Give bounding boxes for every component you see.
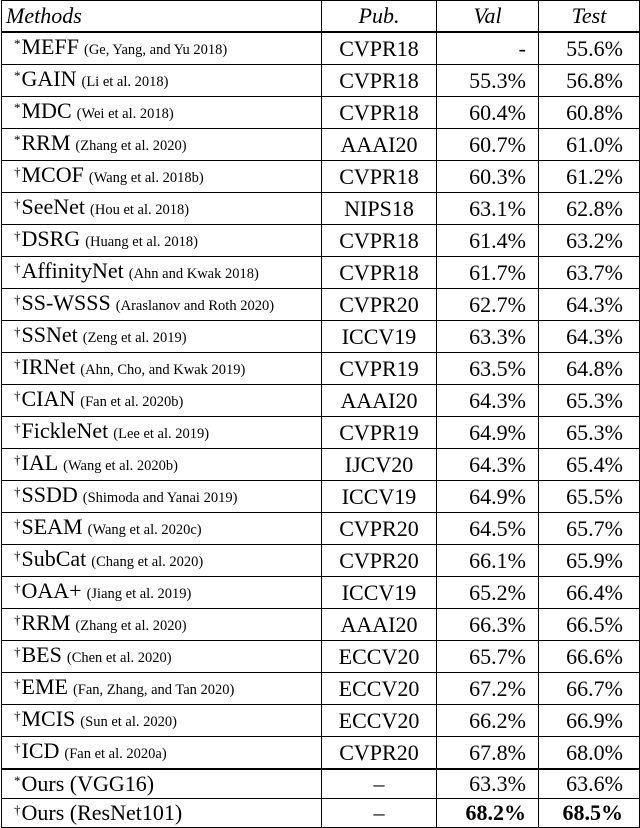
pub-cell: CVPR18 bbox=[322, 97, 437, 129]
footnote-mark: † bbox=[14, 740, 21, 755]
method-name: GAIN bbox=[21, 66, 77, 91]
table-row bbox=[2, 321, 640, 353]
pub-cell: – bbox=[322, 799, 437, 828]
pub-cell: CVPR18 bbox=[322, 257, 437, 289]
test-cell: 66.4% bbox=[539, 577, 640, 609]
citation: (Zhang et al. 2020) bbox=[75, 138, 187, 154]
val-cell: 66.3% bbox=[437, 609, 539, 641]
footnote-mark: † bbox=[14, 324, 21, 339]
method-cell bbox=[2, 545, 322, 577]
test-cell: 63.7% bbox=[539, 257, 640, 289]
citation: (Chang et al. 2020) bbox=[91, 554, 204, 570]
pub-cell: CVPR18 bbox=[322, 32, 437, 65]
method-name: SSNet bbox=[21, 322, 78, 347]
method-cell bbox=[2, 161, 322, 193]
footnote-mark: * bbox=[14, 36, 21, 51]
pub-cell: IJCV20 bbox=[322, 449, 437, 481]
test-cell: 66.6% bbox=[539, 641, 640, 673]
table-row bbox=[2, 289, 640, 321]
pub-cell: ECCV20 bbox=[322, 641, 437, 673]
footnote-mark: * bbox=[14, 100, 21, 115]
results-table bbox=[1, 0, 640, 828]
table-row bbox=[2, 449, 640, 481]
method-name: CIAN bbox=[21, 386, 76, 411]
table-row bbox=[2, 65, 640, 97]
method-name: OAA+ bbox=[21, 578, 82, 603]
table-row bbox=[2, 97, 640, 129]
footnote-mark: † bbox=[14, 292, 21, 307]
method-name: AffinityNet bbox=[21, 258, 124, 283]
test-cell: 64.3% bbox=[539, 321, 640, 353]
test-cell: 68.5% bbox=[539, 799, 640, 828]
table-row bbox=[2, 609, 640, 641]
footnote-mark: † bbox=[14, 612, 21, 627]
citation: (Chen et al. 2020) bbox=[66, 650, 172, 666]
val-cell: 64.9% bbox=[437, 417, 539, 449]
header-pub: Pub. bbox=[322, 1, 437, 33]
method-cell bbox=[2, 609, 322, 641]
method-cell bbox=[2, 225, 322, 257]
citation: (Wang et al. 2020b) bbox=[63, 458, 178, 474]
test-cell: 66.5% bbox=[539, 609, 640, 641]
pub-cell: CVPR20 bbox=[322, 737, 437, 770]
pub-cell: – bbox=[322, 769, 437, 799]
test-cell: 64.8% bbox=[539, 353, 640, 385]
val-cell: 66.1% bbox=[437, 545, 539, 577]
method-name: SEAM bbox=[21, 514, 83, 539]
method-cell bbox=[2, 799, 322, 828]
val-cell: 63.5% bbox=[437, 353, 539, 385]
table-row bbox=[2, 481, 640, 513]
pub-cell: CVPR19 bbox=[322, 417, 437, 449]
citation: (Wang et al. 2020c) bbox=[87, 522, 202, 538]
citation: (Ahn and Kwak 2018) bbox=[128, 266, 259, 282]
citation: (Fan et al. 2020b) bbox=[80, 394, 184, 410]
table-row bbox=[2, 641, 640, 673]
method-cell bbox=[2, 385, 322, 417]
footnote-mark: † bbox=[14, 802, 21, 817]
footnote-mark: † bbox=[14, 548, 21, 563]
footnote-mark: † bbox=[14, 420, 21, 435]
table-body bbox=[2, 32, 640, 828]
method-name: Ours (VGG16) bbox=[21, 771, 155, 796]
test-cell: 63.6% bbox=[539, 769, 640, 799]
val-cell: 64.9% bbox=[437, 481, 539, 513]
pub-cell: CVPR18 bbox=[322, 65, 437, 97]
citation: (Wang et al. 2018b) bbox=[88, 170, 204, 186]
table-row bbox=[2, 161, 640, 193]
table-row bbox=[2, 705, 640, 737]
test-cell: 66.9% bbox=[539, 705, 640, 737]
citation: (Li et al. 2018) bbox=[81, 74, 169, 90]
table-row bbox=[2, 385, 640, 417]
pub-cell: AAAI20 bbox=[322, 385, 437, 417]
footnote-mark: † bbox=[14, 164, 21, 179]
footnote-mark: † bbox=[14, 452, 21, 467]
val-cell: 62.7% bbox=[437, 289, 539, 321]
method-name: DSRG bbox=[21, 226, 81, 251]
citation: (Zhang et al. 2020) bbox=[75, 618, 187, 634]
table-row bbox=[2, 417, 640, 449]
citation: (Hou et al. 2018) bbox=[90, 202, 190, 218]
val-cell: 55.3% bbox=[437, 65, 539, 97]
method-cell bbox=[2, 289, 322, 321]
table-row bbox=[2, 673, 640, 705]
method-name: MEFF bbox=[21, 34, 79, 59]
val-cell: 64.5% bbox=[437, 513, 539, 545]
method-cell bbox=[2, 417, 322, 449]
val-cell: 67.2% bbox=[437, 673, 539, 705]
method-name: FickleNet bbox=[21, 418, 109, 443]
method-cell bbox=[2, 641, 322, 673]
test-cell: 55.6% bbox=[539, 32, 640, 65]
footnote-mark: † bbox=[14, 708, 21, 723]
footnote-mark: † bbox=[14, 484, 21, 499]
val-cell: 60.4% bbox=[437, 97, 539, 129]
method-name: SeeNet bbox=[21, 194, 86, 219]
method-name: SubCat bbox=[21, 546, 87, 571]
val-cell: 68.2% bbox=[437, 799, 539, 828]
table-row bbox=[2, 353, 640, 385]
footnote-mark: † bbox=[14, 356, 21, 371]
method-name: SSDD bbox=[21, 482, 78, 507]
test-cell: 60.8% bbox=[539, 97, 640, 129]
method-name: ICD bbox=[21, 738, 60, 763]
test-cell: 65.3% bbox=[539, 417, 640, 449]
test-cell: 64.3% bbox=[539, 289, 640, 321]
footnote-mark: * bbox=[14, 132, 21, 147]
test-cell: 68.0% bbox=[539, 737, 640, 770]
pub-cell: CVPR20 bbox=[322, 289, 437, 321]
method-name: IRNet bbox=[21, 354, 76, 379]
method-name: EME bbox=[21, 674, 68, 699]
method-name: RRM bbox=[21, 130, 71, 155]
footnote-mark: † bbox=[14, 580, 21, 595]
method-name: MCIS bbox=[21, 706, 76, 731]
citation: (Ahn, Cho, and Kwak 2019) bbox=[80, 362, 246, 378]
method-cell bbox=[2, 737, 322, 770]
ours-row bbox=[2, 799, 640, 828]
method-cell bbox=[2, 705, 322, 737]
citation: (Huang et al. 2018) bbox=[85, 234, 198, 250]
test-cell: 61.0% bbox=[539, 129, 640, 161]
val-cell: - bbox=[437, 32, 539, 65]
pub-cell: CVPR20 bbox=[322, 545, 437, 577]
footnote-mark: † bbox=[14, 676, 21, 691]
method-cell bbox=[2, 129, 322, 161]
test-cell: 56.8% bbox=[539, 65, 640, 97]
method-name: BES bbox=[21, 642, 62, 667]
val-cell: 64.3% bbox=[437, 449, 539, 481]
val-cell: 64.3% bbox=[437, 385, 539, 417]
method-cell bbox=[2, 481, 322, 513]
val-cell: 65.7% bbox=[437, 641, 539, 673]
pub-cell: ICCV19 bbox=[322, 481, 437, 513]
citation: (Zeng et al. 2019) bbox=[82, 330, 187, 346]
table-row bbox=[2, 513, 640, 545]
method-cell bbox=[2, 32, 322, 65]
pub-cell: NIPS18 bbox=[322, 193, 437, 225]
method-cell bbox=[2, 449, 322, 481]
test-cell: 65.9% bbox=[539, 545, 640, 577]
test-cell: 66.7% bbox=[539, 673, 640, 705]
test-cell: 65.3% bbox=[539, 385, 640, 417]
method-name: IAL bbox=[21, 450, 59, 475]
val-cell: 65.2% bbox=[437, 577, 539, 609]
pub-cell: ECCV20 bbox=[322, 673, 437, 705]
table-row bbox=[2, 545, 640, 577]
header-val: Val bbox=[437, 1, 539, 33]
citation: (Jiang et al. 2019) bbox=[86, 586, 192, 602]
pub-cell: AAAI20 bbox=[322, 609, 437, 641]
citation: (Ge, Yang, and Yu 2018) bbox=[83, 42, 228, 58]
footnote-mark: * bbox=[14, 773, 21, 788]
table-row bbox=[2, 225, 640, 257]
method-cell bbox=[2, 769, 322, 799]
val-cell: 67.8% bbox=[437, 737, 539, 770]
footnote-mark: † bbox=[14, 516, 21, 531]
table-row bbox=[2, 257, 640, 289]
pub-cell: ICCV19 bbox=[322, 577, 437, 609]
pub-cell: CVPR20 bbox=[322, 513, 437, 545]
citation: (Lee et al. 2019) bbox=[113, 426, 210, 442]
method-cell bbox=[2, 193, 322, 225]
test-cell: 61.2% bbox=[539, 161, 640, 193]
header-methods: Methods bbox=[2, 1, 322, 33]
pub-cell: AAAI20 bbox=[322, 129, 437, 161]
footnote-mark: † bbox=[14, 260, 21, 275]
table-row bbox=[2, 737, 640, 770]
method-cell bbox=[2, 97, 322, 129]
test-cell: 65.5% bbox=[539, 481, 640, 513]
header-row bbox=[2, 1, 640, 33]
pub-cell: ICCV19 bbox=[322, 321, 437, 353]
val-cell: 61.7% bbox=[437, 257, 539, 289]
method-name: MDC bbox=[21, 98, 72, 123]
ours-row bbox=[2, 769, 640, 799]
footnote-mark: † bbox=[14, 228, 21, 243]
citation: (Sun et al. 2020) bbox=[80, 714, 177, 730]
method-cell bbox=[2, 257, 322, 289]
citation: (Wei et al. 2018) bbox=[76, 106, 174, 122]
table-row bbox=[2, 129, 640, 161]
val-cell: 60.7% bbox=[437, 129, 539, 161]
citation: (Fan et al. 2020a) bbox=[64, 746, 167, 762]
test-cell: 65.7% bbox=[539, 513, 640, 545]
citation: (Fan, Zhang, and Tan 2020) bbox=[72, 682, 235, 698]
val-cell: 66.2% bbox=[437, 705, 539, 737]
test-cell: 63.2% bbox=[539, 225, 640, 257]
pub-cell: CVPR19 bbox=[322, 353, 437, 385]
test-cell: 65.4% bbox=[539, 449, 640, 481]
header-test: Test bbox=[539, 1, 640, 33]
val-cell: 63.3% bbox=[437, 321, 539, 353]
val-cell: 61.4% bbox=[437, 225, 539, 257]
table-row bbox=[2, 32, 640, 65]
citation: (Shimoda and Yanai 2019) bbox=[82, 490, 238, 506]
method-cell bbox=[2, 577, 322, 609]
table-row bbox=[2, 577, 640, 609]
method-cell bbox=[2, 513, 322, 545]
val-cell: 63.1% bbox=[437, 193, 539, 225]
method-name: RRM bbox=[21, 610, 71, 635]
pub-cell: CVPR18 bbox=[322, 161, 437, 193]
footnote-mark: † bbox=[14, 196, 21, 211]
pub-cell: CVPR18 bbox=[322, 225, 437, 257]
method-cell bbox=[2, 673, 322, 705]
method-name: Ours (ResNet101) bbox=[21, 800, 183, 825]
method-cell bbox=[2, 353, 322, 385]
method-cell bbox=[2, 65, 322, 97]
footnote-mark: * bbox=[14, 68, 21, 83]
table-row bbox=[2, 193, 640, 225]
pub-cell: ECCV20 bbox=[322, 705, 437, 737]
method-name: SS-WSSS bbox=[21, 290, 111, 315]
method-cell bbox=[2, 321, 322, 353]
test-cell: 62.8% bbox=[539, 193, 640, 225]
val-cell: 60.3% bbox=[437, 161, 539, 193]
footnote-mark: † bbox=[14, 388, 21, 403]
footnote-mark: † bbox=[14, 644, 21, 659]
val-cell: 63.3% bbox=[437, 769, 539, 799]
method-name: MCOF bbox=[21, 162, 84, 187]
citation: (Araslanov and Roth 2020) bbox=[115, 298, 275, 314]
